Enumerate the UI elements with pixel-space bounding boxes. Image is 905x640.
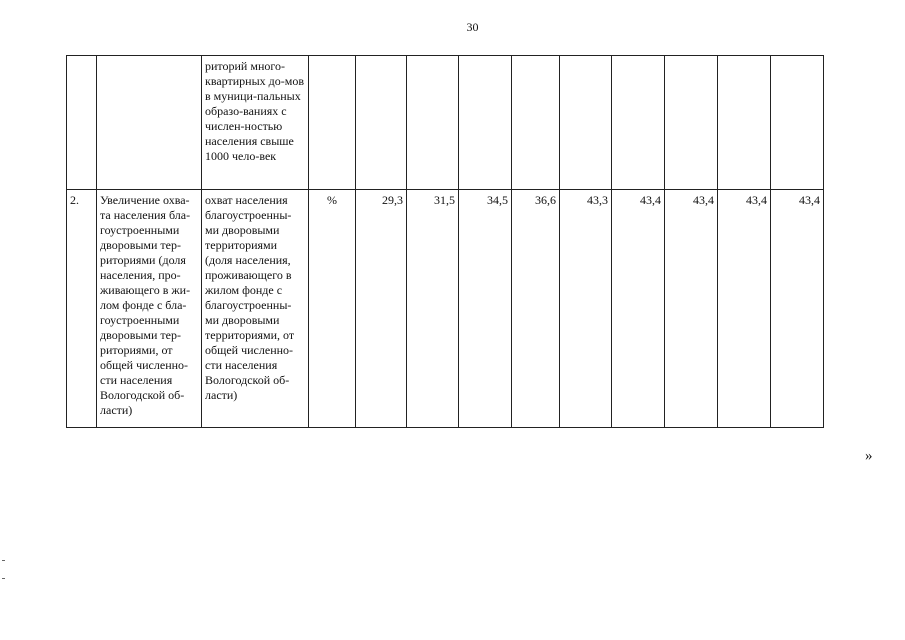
table-row-2 <box>67 190 824 428</box>
cell-unit <box>309 56 356 190</box>
cell-value <box>718 56 771 190</box>
cell-value: 43,4 <box>612 190 665 428</box>
cell-value <box>612 56 665 190</box>
cell-unit: % <box>309 190 356 428</box>
cell-value: 31,5 <box>407 190 459 428</box>
cell-value: 36,6 <box>512 190 560 428</box>
cell-value: 43,4 <box>771 190 824 428</box>
cell-value <box>459 56 512 190</box>
cell-value <box>356 56 407 190</box>
cell-indicator: риторий много-квартирных до-мов в муници-пальных образо-ваниях с числен-ностью населения свыше 1000 чело-век <box>202 56 309 190</box>
cell-indicator: охват населения благоустроенны-ми дворовыми территориями (доля населения, проживающего в жилом фонде с благоустроенны-ми дворовыми территориями, от общей численно-сти населения Вологодской об-ласти) <box>202 190 309 428</box>
margin-mark <box>2 578 5 579</box>
cell-value: 43,3 <box>560 190 612 428</box>
indicators-table <box>66 55 824 428</box>
cell-goal: Увеличение охва-та населения бла-гоустроенными дворовыми тер-риториями (доля населения, про-живающего в жи-лом фонде с бла-гоустроенными дворовыми тер-риториями, от общей численно-сти населения Вологодской об-ласти) <box>97 190 202 428</box>
page-number: 30 <box>466 20 479 34</box>
cell-value: 29,3 <box>356 190 407 428</box>
table-row-continuation <box>67 56 824 190</box>
cell-value <box>771 56 824 190</box>
cell-goal <box>97 56 202 190</box>
cell-value: 43,4 <box>718 190 771 428</box>
cell-value <box>665 56 718 190</box>
cell-value: 34,5 <box>459 190 512 428</box>
cell-num <box>67 56 97 190</box>
cell-value: 43,4 <box>665 190 718 428</box>
cell-num: 2. <box>67 190 97 428</box>
closing-quote: » <box>865 448 873 464</box>
cell-value <box>512 56 560 190</box>
cell-value <box>407 56 459 190</box>
cell-value <box>560 56 612 190</box>
margin-mark <box>2 560 5 561</box>
